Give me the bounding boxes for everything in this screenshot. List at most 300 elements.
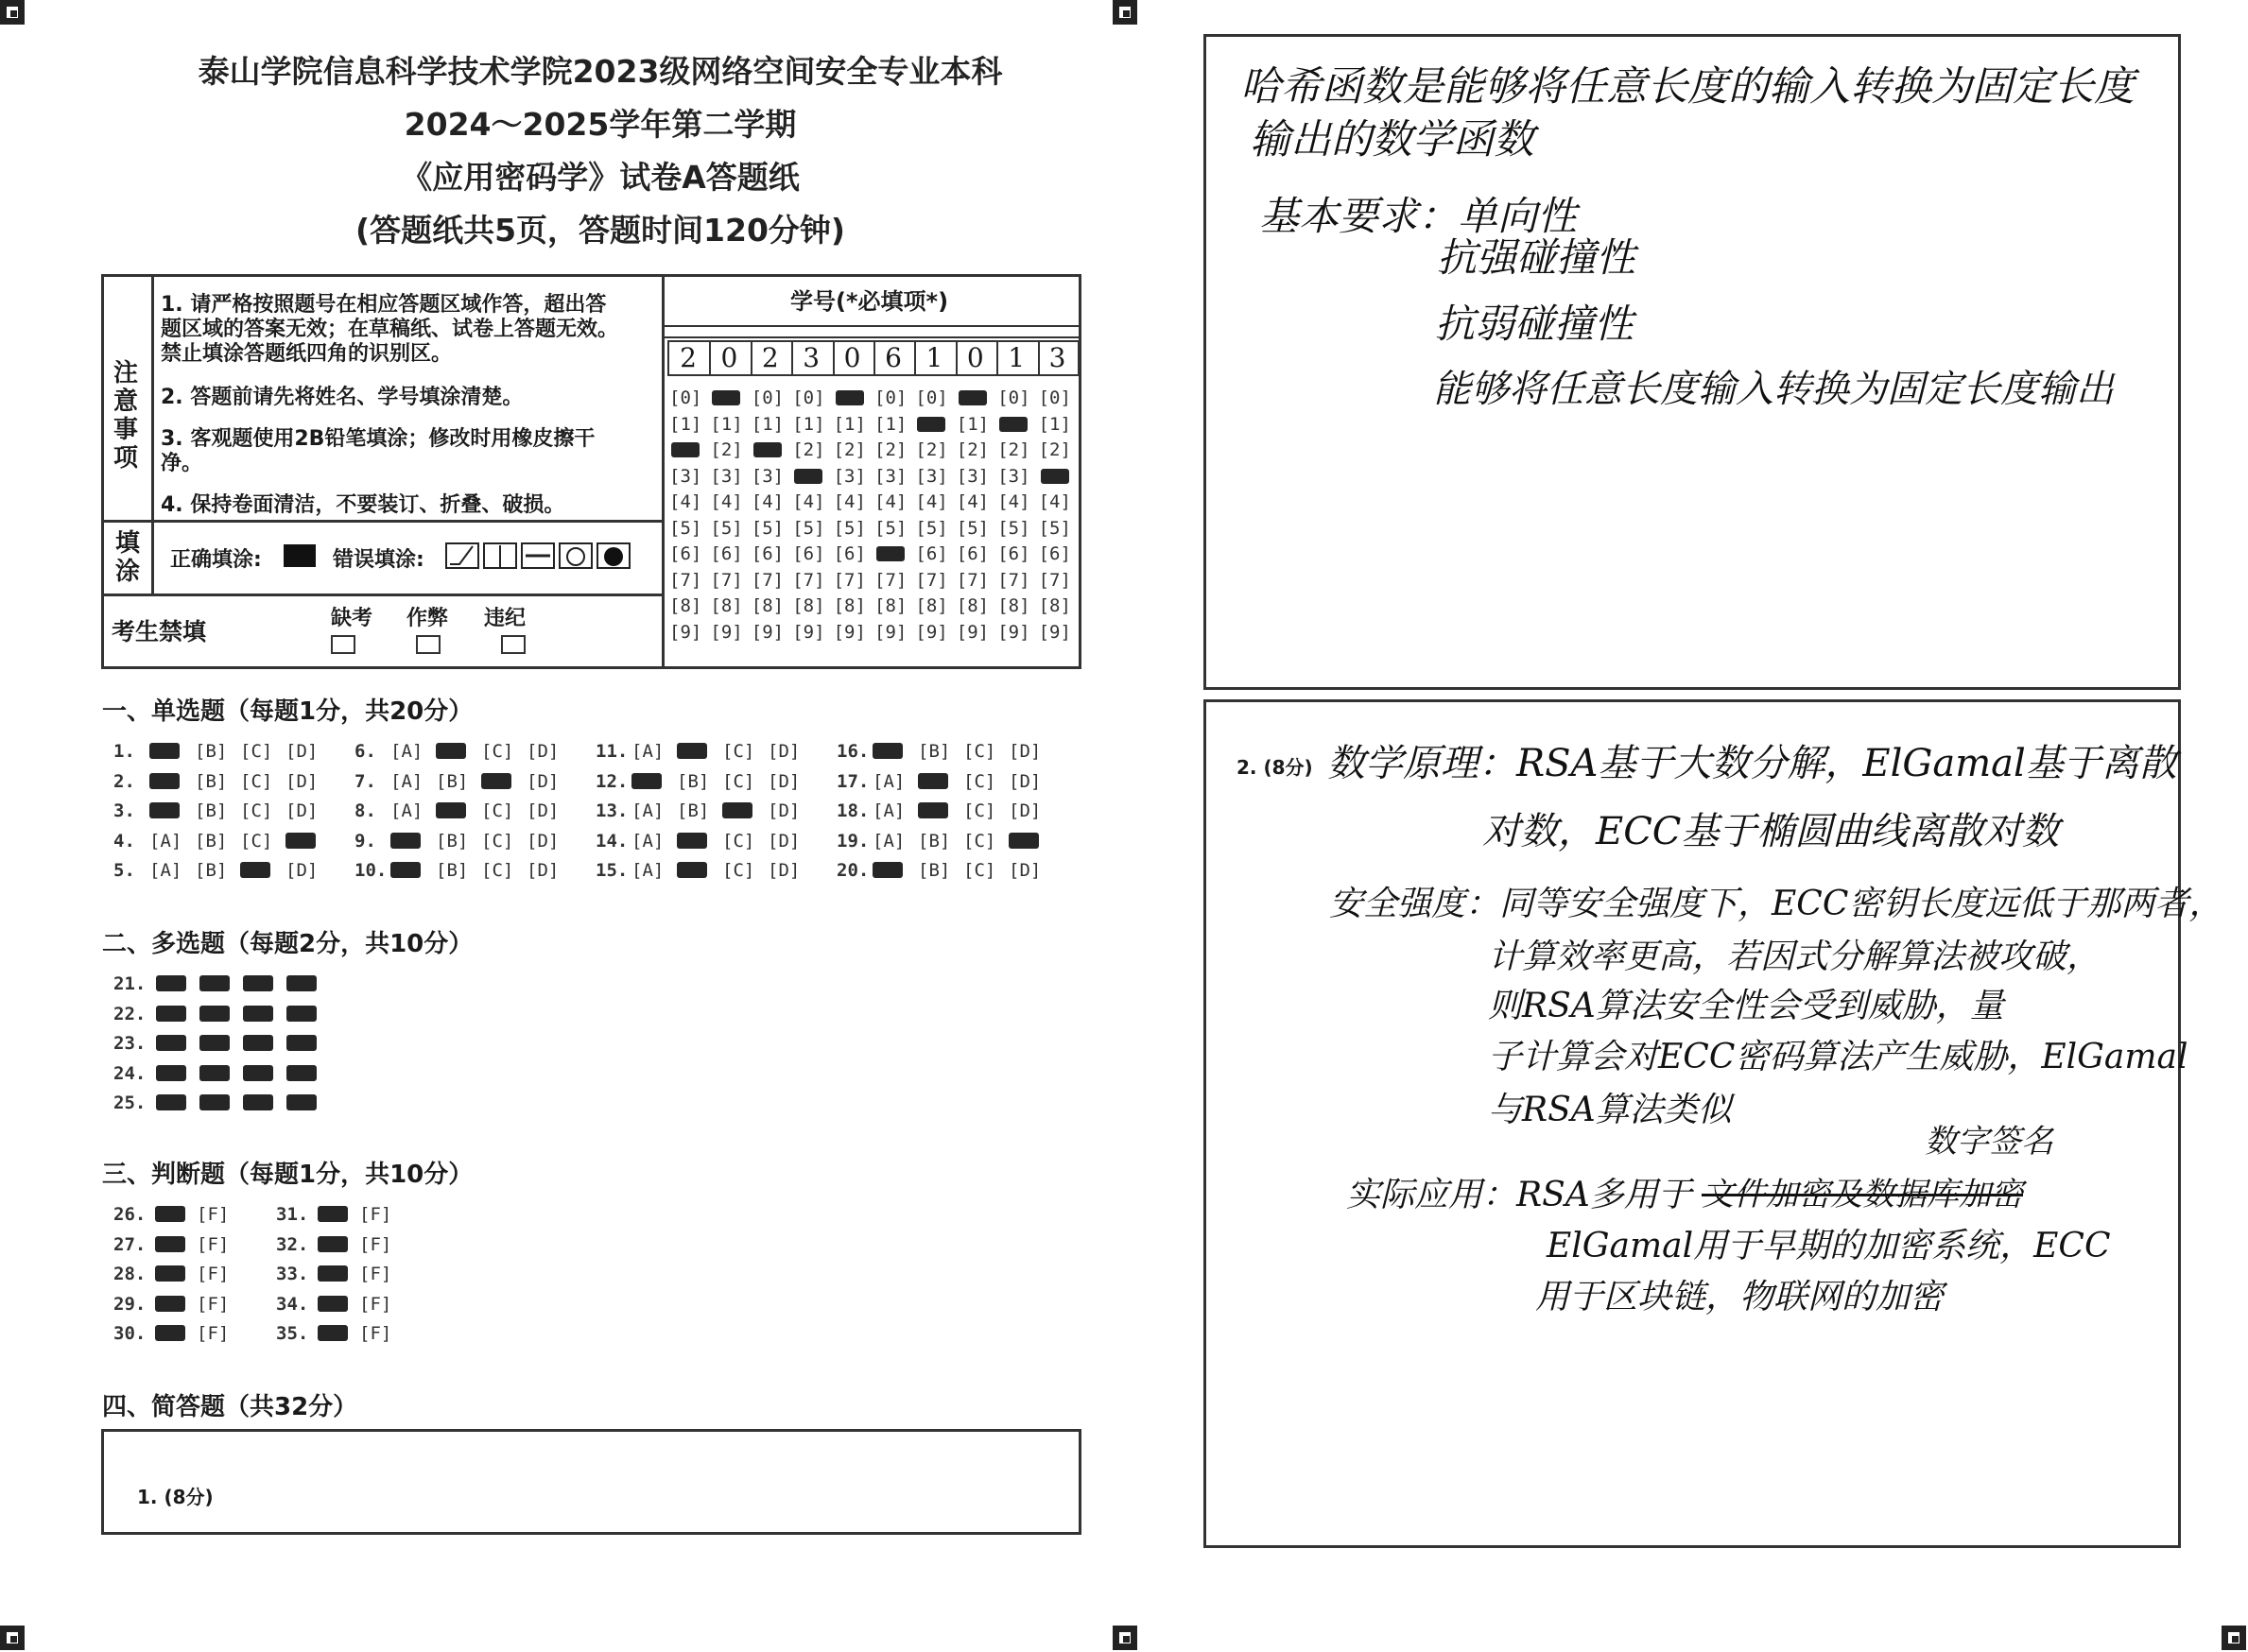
student-id-digit: 3 (1048, 342, 1066, 373)
student-id-digit-fill[interactable] (794, 469, 822, 484)
student-id-bubble[interactable]: [4] (751, 491, 785, 512)
answer-bubble[interactable]: [A] (631, 830, 665, 852)
answer-fill[interactable] (243, 1094, 273, 1110)
student-id-digit: 2 (761, 342, 779, 373)
question-number: 18. (837, 800, 870, 821)
answer-bubble[interactable]: [B] (436, 860, 469, 881)
exam-term: 2024～2025学年第二学期 (404, 106, 797, 143)
student-id-bubble[interactable]: [0] (792, 387, 825, 408)
answer-bubble[interactable]: [B] (195, 800, 228, 821)
answer-fill[interactable] (481, 773, 511, 789)
question-number: 22. (113, 1003, 147, 1024)
answer-fill[interactable] (436, 743, 466, 759)
single-choice-heading: 一、单选题（每题1分，共20分） (102, 697, 474, 726)
student-id-bubble[interactable]: [3] (710, 465, 743, 487)
student-id-bubble[interactable]: [9] (833, 621, 866, 643)
student-id-bubble[interactable]: [5] (997, 517, 1030, 539)
answer-bubble[interactable]: [A] (873, 830, 906, 852)
student-id-bubble[interactable]: [7] (997, 569, 1030, 591)
question-number: 17. (837, 770, 870, 792)
student-id-bubble[interactable]: [6] (997, 543, 1030, 564)
student-id-bubble[interactable]: [1] (833, 413, 866, 435)
student-id-bubble[interactable]: [1] (874, 413, 908, 435)
answer-fill[interactable] (436, 802, 466, 818)
student-id-digit-fill[interactable] (753, 442, 782, 457)
question-number: 28. (113, 1264, 147, 1284)
answer-bubble[interactable]: [B] (918, 741, 951, 762)
answer-bubble[interactable]: [D] (285, 860, 319, 881)
student-id-bubble[interactable]: [8] (997, 595, 1030, 616)
student-id-line2 (664, 336, 1081, 338)
student-id-bubble[interactable]: [1] (669, 413, 702, 435)
student-id-bubble[interactable]: [4] (997, 491, 1030, 512)
question-number: 32. (276, 1233, 309, 1255)
answer-fill[interactable] (722, 802, 752, 818)
answer-bubble-false[interactable]: [F] (359, 1233, 392, 1255)
cheat-checkbox[interactable] (416, 635, 441, 654)
student-id-bubble[interactable]: [9] (669, 621, 702, 643)
answer-fill[interactable] (149, 773, 180, 789)
answer-fill-true[interactable] (318, 1296, 348, 1312)
question-number: 15. (596, 860, 629, 881)
student-id-digit-fill[interactable] (1041, 469, 1069, 484)
answer-fill[interactable] (285, 833, 316, 849)
student-id-digit: 0 (966, 342, 984, 373)
answer-fill[interactable] (873, 743, 903, 759)
q2-line-10: 用于区块链，物联网的加密 (1535, 1278, 1945, 1316)
student-id-bubble[interactable]: [2] (1038, 439, 1071, 460)
student-id-bubble[interactable]: [8] (669, 595, 702, 616)
question-number: 29. (113, 1293, 147, 1315)
answer-bubble[interactable]: [C] (963, 770, 996, 792)
wrong-fill-label: 错误填涂: (333, 548, 424, 572)
student-id-bubble[interactable]: [4] (792, 491, 825, 512)
student-id-bubble[interactable]: [9] (751, 621, 785, 643)
student-id-bubble[interactable]: [4] (669, 491, 702, 512)
answer-bubble[interactable]: [D] (285, 741, 319, 762)
answer-fill-true[interactable] (318, 1325, 348, 1341)
question-number: 1. (113, 741, 135, 762)
student-id-bubble[interactable]: [2] (792, 439, 825, 460)
answer-bubble[interactable]: [D] (768, 770, 801, 792)
student-id-bubble[interactable]: [7] (710, 569, 743, 591)
student-id-bubble[interactable]: [8] (833, 595, 866, 616)
student-id-bubble[interactable]: [2] (874, 439, 908, 460)
answer-bubble[interactable]: [C] (722, 741, 755, 762)
student-id-digit-fill[interactable] (959, 390, 987, 405)
answer-bubble[interactable]: [D] (1009, 770, 1042, 792)
answer-bubble-false[interactable]: [F] (359, 1293, 392, 1315)
answer-bubble[interactable]: [A] (631, 860, 665, 881)
question-number: 14. (596, 830, 629, 852)
student-id-bubble[interactable]: [7] (915, 569, 948, 591)
answer-bubble[interactable]: [C] (481, 741, 514, 762)
answer-fill-true[interactable] (318, 1265, 348, 1282)
answer-bubble[interactable]: [C] (481, 800, 514, 821)
student-id-digit-box (667, 340, 1080, 376)
student-id-digit-fill[interactable] (876, 546, 905, 561)
question-number: 9. (354, 830, 376, 852)
answer-bubble[interactable]: [B] (677, 770, 710, 792)
student-id-bubble[interactable]: [8] (1038, 595, 1071, 616)
student-id-bubble[interactable]: [4] (915, 491, 948, 512)
student-id-bubble[interactable]: [4] (1038, 491, 1071, 512)
answer-bubble[interactable]: [A] (631, 741, 665, 762)
student-id-bubble[interactable]: [8] (915, 595, 948, 616)
answer-fill-true[interactable] (318, 1236, 348, 1252)
answer-fill[interactable] (286, 1006, 317, 1022)
student-id-digit: 1 (1008, 342, 1026, 373)
student-id-bubble[interactable]: [2] (915, 439, 948, 460)
student-id-bubble[interactable]: [9] (792, 621, 825, 643)
answer-bubble[interactable]: [D] (527, 860, 560, 881)
student-id-bubble[interactable]: [8] (792, 595, 825, 616)
answer-bubble[interactable]: [B] (195, 830, 228, 852)
student-id-bubble[interactable]: [8] (956, 595, 990, 616)
student-id-bubble[interactable]: [6] (956, 543, 990, 564)
answer-bubble[interactable]: [C] (722, 830, 755, 852)
cheat-label: 作弊 (406, 607, 449, 630)
answer-bubble[interactable]: [C] (963, 800, 996, 821)
student-id-digit-fill[interactable] (712, 390, 740, 405)
student-id-bubble[interactable]: [3] (997, 465, 1030, 487)
answer-bubble[interactable]: [C] (722, 770, 755, 792)
answer-bubble-false[interactable]: [F] (197, 1233, 230, 1255)
student-id-bubble[interactable]: [7] (1038, 569, 1071, 591)
answer-fill[interactable] (199, 975, 230, 991)
student-id-digit: 6 (885, 342, 902, 373)
notice-divider-h2 (101, 594, 664, 596)
student-id-digit-fill[interactable] (836, 390, 864, 405)
answer-bubble[interactable]: [A] (390, 800, 424, 821)
answer-fill[interactable] (156, 1094, 186, 1110)
student-id-bubble[interactable]: [3] (874, 465, 908, 487)
student-id-bubble[interactable]: [0] (874, 387, 908, 408)
question-number: 27. (113, 1233, 147, 1255)
answer-fill[interactable] (149, 802, 180, 818)
student-id-bubble[interactable]: [9] (1038, 621, 1071, 643)
answer-bubble-false[interactable]: [F] (197, 1204, 230, 1225)
answer-fill[interactable] (918, 802, 948, 818)
answer-fill[interactable] (199, 1094, 230, 1110)
answer-fill-true[interactable] (155, 1206, 185, 1222)
student-id-bubble[interactable]: [5] (915, 517, 948, 539)
student-id-digit-fill[interactable] (999, 417, 1028, 432)
answer-fill-true[interactable] (155, 1296, 185, 1312)
q1-line-1: 哈希函数是能够将任意长度的输入转换为固定长度 (1240, 63, 2135, 111)
q1-answer-box-left (101, 1429, 1081, 1535)
student-id-bubble[interactable]: [4] (833, 491, 866, 512)
corner-mark-br (2222, 1626, 2246, 1650)
forbidden-label: 考生禁填 (112, 618, 207, 645)
answer-fill[interactable] (918, 773, 948, 789)
q2-inserted-note: 数字签名 (1925, 1123, 2053, 1161)
notice-divider-v2 (662, 274, 665, 669)
wrong-fill-samples (444, 541, 633, 573)
question-number: 11. (596, 741, 629, 762)
answer-bubble[interactable]: [D] (285, 800, 319, 821)
student-id-bubble[interactable]: [4] (710, 491, 743, 512)
answer-fill-true[interactable] (155, 1236, 185, 1252)
answer-bubble-false[interactable]: [F] (359, 1264, 392, 1284)
student-id-bubble[interactable]: [1] (1038, 413, 1071, 435)
student-id-bubble[interactable]: [6] (710, 543, 743, 564)
violation-checkbox[interactable] (501, 635, 526, 654)
notice-divider-h1 (101, 520, 664, 523)
student-id-bubble[interactable]: [1] (710, 413, 743, 435)
answer-bubble[interactable]: [B] (918, 830, 951, 852)
answer-bubble[interactable]: [A] (390, 770, 424, 792)
answer-bubble[interactable]: [C] (240, 830, 273, 852)
answer-bubble[interactable]: [A] (873, 770, 906, 792)
violation-label: 违纪 (484, 607, 527, 630)
student-id-line1 (664, 325, 1081, 327)
answer-bubble[interactable]: [C] (240, 741, 273, 762)
student-id-bubble[interactable]: [6] (669, 543, 702, 564)
q2-label: 2. (8分) (1236, 756, 1313, 779)
answer-fill[interactable] (199, 1006, 230, 1022)
notice-item-3: 3. 客观题使用2B铅笔填涂；修改时用橡皮擦干净。 (161, 427, 596, 475)
answer-bubble[interactable]: [C] (481, 830, 514, 852)
student-id-bubble[interactable]: [2] (997, 439, 1030, 460)
corner-mark-bc (1113, 1626, 1137, 1650)
answer-fill[interactable] (243, 1065, 273, 1081)
q2-line-1: 数学原理：RSA基于大数分解，ElGamal基于离散 (1327, 742, 2177, 785)
question-number: 26. (113, 1204, 147, 1225)
student-id-bubble[interactable]: [5] (833, 517, 866, 539)
student-id-bubble[interactable]: [7] (956, 569, 990, 591)
answer-bubble[interactable]: [C] (481, 860, 514, 881)
absent-checkbox[interactable] (331, 635, 355, 654)
question-number: 12. (596, 770, 629, 792)
answer-fill[interactable] (1009, 833, 1039, 849)
answer-fill[interactable] (677, 743, 707, 759)
student-id-bubble[interactable]: [0] (751, 387, 785, 408)
corner-mark-tc (1113, 0, 1137, 25)
student-id-bubble[interactable]: [9] (874, 621, 908, 643)
answer-fill[interactable] (390, 862, 421, 878)
answer-bubble[interactable]: [D] (285, 770, 319, 792)
answer-fill[interactable] (156, 1035, 186, 1051)
answer-fill[interactable] (199, 1065, 230, 1081)
answer-bubble-false[interactable]: [F] (359, 1323, 392, 1344)
answer-bubble-false[interactable]: [F] (197, 1293, 230, 1315)
answer-fill[interactable] (286, 1065, 317, 1081)
answer-fill[interactable] (156, 975, 186, 991)
student-id-bubble[interactable]: [9] (915, 621, 948, 643)
answer-fill[interactable] (156, 1006, 186, 1022)
student-id-bubble[interactable]: [5] (710, 517, 743, 539)
answer-bubble[interactable]: [B] (195, 860, 228, 881)
answer-fill[interactable] (240, 862, 270, 878)
student-id-bubble[interactable]: [5] (874, 517, 908, 539)
q2-line-8: 实际应用：RSA多用于 (1346, 1176, 1692, 1214)
student-id-bubble[interactable]: [5] (669, 517, 702, 539)
student-id-bubble[interactable]: [9] (997, 621, 1030, 643)
answer-bubble[interactable]: [D] (527, 830, 560, 852)
exam-info: (答题纸共5页，答题时间120分钟) (354, 212, 845, 249)
answer-bubble[interactable]: [A] (873, 800, 906, 821)
student-id-bubble[interactable]: [2] (710, 439, 743, 460)
notice-divider-v1 (151, 274, 154, 595)
correct-fill-sample (284, 544, 316, 567)
answer-fill[interactable] (149, 743, 180, 759)
question-number: 34. (276, 1293, 309, 1315)
answer-fill[interactable] (156, 1065, 186, 1081)
student-id-bubble[interactable]: [9] (956, 621, 990, 643)
student-id-bubble[interactable]: [0] (997, 387, 1030, 408)
q1-line-6: 能够将任意长度输入转换为固定长度输出 (1433, 368, 2114, 411)
q2-line-4: 计算效率更高，若因式分解算法被攻破， (1488, 938, 2101, 976)
student-id-bubble[interactable]: [6] (833, 543, 866, 564)
student-id-digit-fill[interactable] (671, 442, 700, 457)
student-id-bubble[interactable]: [5] (792, 517, 825, 539)
student-id-bubble[interactable]: [2] (956, 439, 990, 460)
question-number: 31. (276, 1204, 309, 1225)
student-id-bubble[interactable]: [1] (956, 413, 990, 435)
corner-mark-tl (0, 0, 25, 25)
answer-bubble[interactable]: [D] (1009, 741, 1042, 762)
answer-bubble-false[interactable]: [F] (359, 1204, 392, 1225)
student-id-bubble[interactable]: [1] (751, 413, 785, 435)
student-id-bubble[interactable]: [7] (669, 569, 702, 591)
answer-bubble[interactable]: [B] (436, 830, 469, 852)
fill-label: 填涂 (114, 529, 140, 586)
q2-line-2: 对数，ECC基于椭圆曲线离散对数 (1482, 810, 2060, 853)
student-id-bubble[interactable]: [4] (874, 491, 908, 512)
student-id-bubble[interactable]: [6] (751, 543, 785, 564)
question-number: 23. (113, 1033, 147, 1054)
student-id-bubble[interactable]: [8] (751, 595, 785, 616)
answer-bubble[interactable]: [B] (436, 770, 469, 792)
answer-bubble[interactable]: [B] (195, 741, 228, 762)
question-number: 4. (113, 830, 135, 852)
student-id-digit-fill[interactable] (917, 417, 945, 432)
q2-line-3: 安全强度：同等安全强度下，ECC密钥长度远低于那两者， (1329, 885, 2223, 923)
student-id-label: 学号(*必填项*) (790, 288, 949, 315)
question-number: 19. (837, 830, 870, 852)
answer-bubble[interactable]: [B] (918, 860, 951, 881)
answer-bubble-false[interactable]: [F] (197, 1323, 230, 1344)
answer-bubble-false[interactable]: [F] (197, 1264, 230, 1284)
student-id-bubble[interactable]: [7] (792, 569, 825, 591)
notice-item-1: 1. 请严格按照题号在相应答题区域作答，超出答题区域的答案无效；在草稿纸、试卷上答题无效。禁止填涂答题纸四角的识别区。 (161, 293, 619, 366)
q1-line-3: 基本要求：单向性 (1259, 193, 1578, 239)
question-number: 33. (276, 1264, 309, 1284)
student-id-bubble[interactable]: [1] (792, 413, 825, 435)
answer-bubble[interactable]: [C] (240, 770, 273, 792)
correct-fill-label: 正确填涂: (170, 548, 262, 572)
answer-bubble[interactable]: [A] (390, 741, 424, 762)
answer-fill[interactable] (199, 1035, 230, 1051)
student-id-bubble[interactable]: [2] (833, 439, 866, 460)
absent-label: 缺考 (331, 607, 373, 630)
student-id-bubble[interactable]: [3] (833, 465, 866, 487)
question-number: 20. (837, 860, 870, 881)
student-id-bubble[interactable]: [0] (669, 387, 702, 408)
question-number: 5. (113, 860, 135, 881)
student-id-digit: 0 (843, 342, 861, 373)
student-id-bubble[interactable]: [3] (751, 465, 785, 487)
answer-bubble[interactable]: [D] (768, 830, 801, 852)
answer-fill[interactable] (286, 975, 317, 991)
student-id-bubble[interactable]: [5] (751, 517, 785, 539)
answer-bubble[interactable]: [B] (677, 800, 710, 821)
answer-fill-true[interactable] (155, 1265, 185, 1282)
student-id-bubble[interactable]: [6] (792, 543, 825, 564)
notice-item-4: 4. 保持卷面清洁，不要装订、折叠、破损。 (161, 493, 565, 517)
question-number: 10. (354, 860, 388, 881)
student-id-bubble[interactable]: [7] (874, 569, 908, 591)
student-id-digit: 0 (720, 342, 738, 373)
answer-bubble[interactable]: [D] (1009, 860, 1042, 881)
answer-bubble[interactable]: [B] (195, 770, 228, 792)
student-id-bubble[interactable]: [6] (915, 543, 948, 564)
student-id-bubble[interactable]: [7] (751, 569, 785, 591)
q2-line-7: 与RSA算法类似 (1488, 1091, 1732, 1129)
student-id-bubble[interactable]: [8] (874, 595, 908, 616)
answer-bubble[interactable]: [C] (963, 860, 996, 881)
answer-fill[interactable] (631, 773, 662, 789)
student-id-bubble[interactable]: [8] (710, 595, 743, 616)
answer-fill-true[interactable] (318, 1206, 348, 1222)
student-id-bubble[interactable]: [3] (915, 465, 948, 487)
student-id-bubble[interactable]: [6] (1038, 543, 1071, 564)
student-id-bubble[interactable]: [5] (956, 517, 990, 539)
answer-fill[interactable] (390, 833, 421, 849)
answer-bubble[interactable]: [A] (149, 860, 182, 881)
student-id-bubble[interactable]: [5] (1038, 517, 1071, 539)
answer-fill[interactable] (243, 1035, 273, 1051)
answer-fill[interactable] (243, 975, 273, 991)
student-id-bubble[interactable]: [0] (1038, 387, 1071, 408)
question-number: 3. (113, 800, 135, 821)
answer-fill[interactable] (243, 1006, 273, 1022)
answer-bubble[interactable]: [A] (149, 830, 182, 852)
student-id-bubble[interactable]: [4] (956, 491, 990, 512)
answer-bubble[interactable]: [C] (963, 741, 996, 762)
answer-bubble[interactable]: [C] (722, 860, 755, 881)
answer-bubble[interactable]: [D] (527, 741, 560, 762)
answer-bubble[interactable]: [A] (631, 800, 665, 821)
q1-line-2: 输出的数学函数 (1250, 116, 1534, 163)
student-id-bubble[interactable]: [9] (710, 621, 743, 643)
student-id-bubble[interactable]: [7] (833, 569, 866, 591)
answer-fill[interactable] (873, 862, 903, 878)
answer-fill[interactable] (677, 833, 707, 849)
student-id-bubble[interactable]: [3] (956, 465, 990, 487)
answer-bubble[interactable]: [D] (768, 860, 801, 881)
answer-bubble[interactable]: [C] (240, 800, 273, 821)
answer-fill[interactable] (677, 862, 707, 878)
student-id-bubble[interactable]: [3] (669, 465, 702, 487)
answer-bubble[interactable]: [D] (527, 800, 560, 821)
answer-fill[interactable] (286, 1094, 317, 1110)
student-id-bubble[interactable]: [0] (915, 387, 948, 408)
multi-choice-heading: 二、多选题（每题2分，共10分） (102, 930, 474, 958)
question-number: 2. (113, 770, 135, 792)
answer-bubble[interactable]: [C] (963, 830, 996, 852)
answer-bubble[interactable]: [D] (768, 800, 801, 821)
question-number: 7. (354, 770, 376, 792)
answer-bubble[interactable]: [D] (527, 770, 560, 792)
q1-line-5: 抗弱碰撞性 (1435, 301, 1634, 347)
answer-bubble[interactable]: [D] (768, 741, 801, 762)
answer-fill[interactable] (286, 1035, 317, 1051)
answer-fill-true[interactable] (155, 1325, 185, 1341)
answer-bubble[interactable]: [D] (1009, 800, 1042, 821)
student-id-digit: 3 (803, 342, 821, 373)
